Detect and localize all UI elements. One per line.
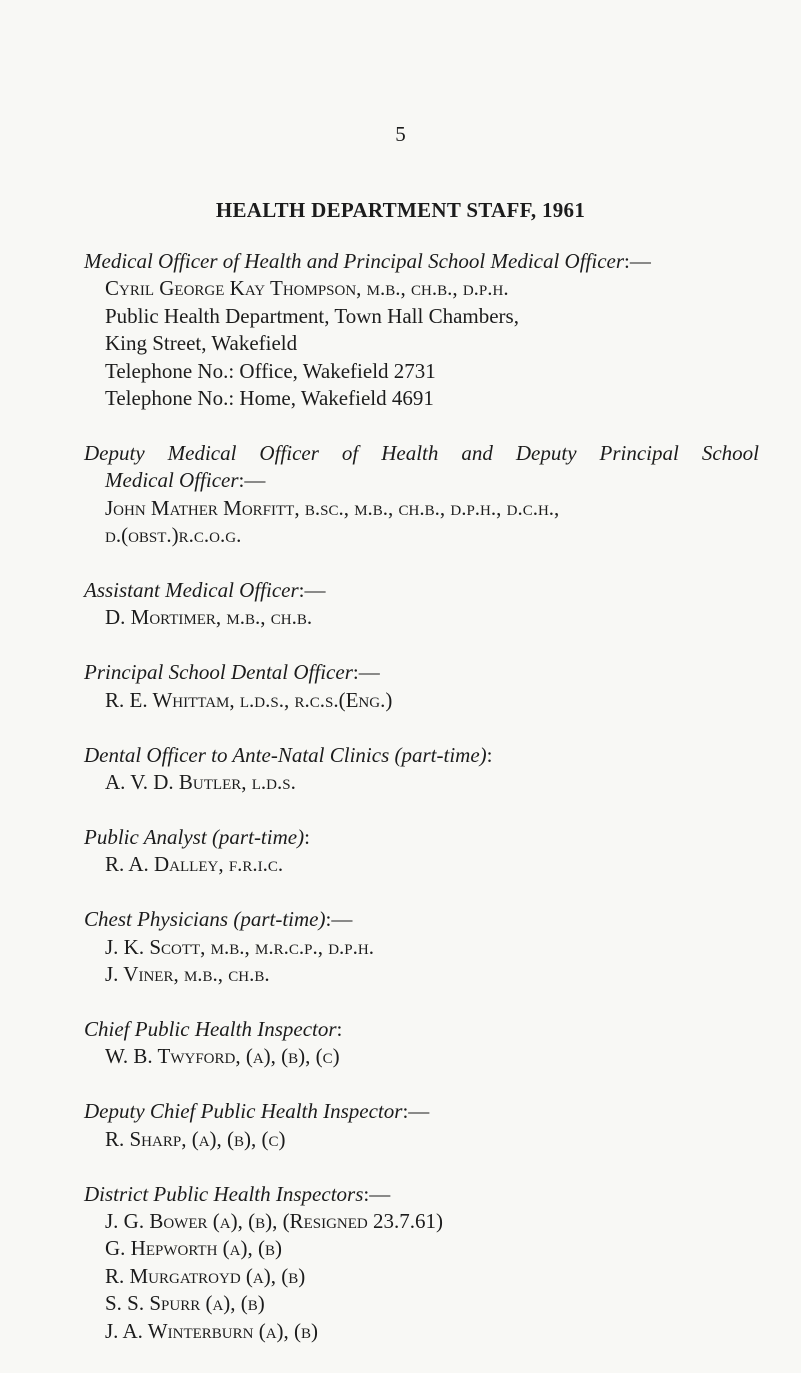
section-deputy-chief-public-health-inspector <box>84 1098 759 1153</box>
section-heading <box>84 1098 759 1125</box>
section-entries <box>105 495 759 550</box>
heading-punctuation: :— <box>363 1181 391 1206</box>
section-heading: Deputy Medical Officer of Health and Deputy Principal School <box>84 440 759 465</box>
heading-punctuation: : <box>486 742 493 767</box>
staff-name: R. Sharp, (a), (b), (c) <box>105 1126 286 1151</box>
heading-text: Chest Physicians <box>84 907 229 932</box>
staff-name: J. Viner, m.b., ch.b. <box>105 962 270 987</box>
section-district-public-health-inspectors <box>84 1181 759 1345</box>
heading-punctuation: : <box>336 1017 343 1042</box>
staff-name: R. Murgatroyd (a), (b) <box>105 1263 306 1288</box>
heading-qualifier: (part-time) <box>233 907 326 932</box>
heading-text: Dental Officer to Ante-Natal Clinics <box>84 742 390 767</box>
section-entries <box>105 769 759 796</box>
staff-name-continued: d.(obst.)r.c.o.g. <box>105 523 242 548</box>
section-heading <box>84 824 759 851</box>
section-heading <box>84 659 759 686</box>
heading-punctuation: :— <box>325 907 353 932</box>
page-title: HEALTH DEPARTMENT STAFF, 1961 <box>215 198 586 222</box>
section-heading <box>84 1181 759 1208</box>
staff-name: J. K. Scott, m.b., m.r.c.p., d.p.h. <box>105 934 374 959</box>
heading-qualifier: (part-time) <box>211 825 305 849</box>
staff-name: W. B. Twyford, (a), (b), (c) <box>105 1044 340 1069</box>
heading-punctuation: : <box>304 825 310 849</box>
section-heading <box>84 1016 759 1043</box>
section-medical-officer-of-health <box>84 248 759 412</box>
page-number: 5 <box>395 122 406 146</box>
staff-name: R. A. Dalley, f.r.i.c. <box>105 852 284 877</box>
section-entries <box>105 1043 759 1070</box>
staff-list <box>84 248 759 1373</box>
heading-text: Chief Public Health Inspector <box>84 1017 337 1042</box>
section-entries <box>105 687 759 714</box>
heading-text: District Public Health Inspectors <box>84 1181 364 1206</box>
heading-punctuation: :— <box>298 578 326 603</box>
heading-text: Public Analyst <box>84 825 207 849</box>
section-heading <box>84 906 759 933</box>
telephone-office: Telephone No.: Office, Wakefield 2731 <box>105 358 436 383</box>
telephone-home: Telephone No.: Home, Wakefield 4691 <box>105 386 434 411</box>
section-heading <box>84 248 759 275</box>
staff-name: S. S. Spurr (a), (b) <box>105 1291 265 1316</box>
staff-name: J. A. Winterburn (a), (b) <box>105 1318 319 1343</box>
section-entries <box>105 1126 759 1153</box>
staff-name: Cyril George Kay Thompson, m.b., ch.b., d.p.h. <box>105 276 509 301</box>
section-chest-physicians <box>84 906 759 988</box>
section-entries <box>105 851 759 878</box>
section-heading <box>84 742 759 769</box>
address-line: King Street, Wakefield <box>105 331 298 356</box>
address-line: Public Health Department, Town Hall Chambers, <box>105 303 519 328</box>
heading-text: Medical Officer of Health and Principal School Medical Officer <box>84 249 625 273</box>
heading-text: Principal School Dental Officer <box>84 660 353 685</box>
section-assistant-medical-officer <box>84 577 759 632</box>
section-public-analyst <box>84 824 759 879</box>
heading-text: Deputy Chief Public Health Inspector <box>84 1099 403 1124</box>
section-heading <box>84 577 759 604</box>
heading-punctuation: :— <box>402 1099 430 1124</box>
section-chief-public-health-inspector <box>84 1016 759 1071</box>
heading-qualifier: (part-time) <box>394 742 487 767</box>
section-principal-school-dental-officer <box>84 659 759 714</box>
section-entries <box>105 934 759 989</box>
staff-name: G. Hepworth (a), (b) <box>105 1236 282 1261</box>
heading-text: Assistant Medical Officer <box>84 578 299 603</box>
staff-name: John Mather Morfitt, b.sc., m.b., ch.b., d.p.h., d.c.h., <box>105 495 560 520</box>
heading-text: Medical Officer <box>105 468 239 493</box>
section-entries <box>105 1208 759 1345</box>
staff-name: A. V. D. Butler, l.d.s. <box>105 770 296 795</box>
staff-name: J. G. Bower (a), (b), (Resigned 23.7.61) <box>105 1209 443 1234</box>
staff-name: R. E. Whittam, l.d.s., r.c.s.(Eng.) <box>105 687 393 712</box>
section-heading-continued <box>84 467 759 494</box>
section-dental-officer-ante-natal <box>84 742 759 797</box>
section-entries <box>105 604 759 631</box>
heading-punctuation: :— <box>238 468 266 493</box>
heading-punctuation: :— <box>624 249 651 273</box>
section-entries <box>105 275 759 412</box>
section-deputy-medical-officer <box>84 440 759 550</box>
staff-name: D. Mortimer, m.b., ch.b. <box>105 605 313 630</box>
heading-punctuation: :— <box>352 660 380 685</box>
